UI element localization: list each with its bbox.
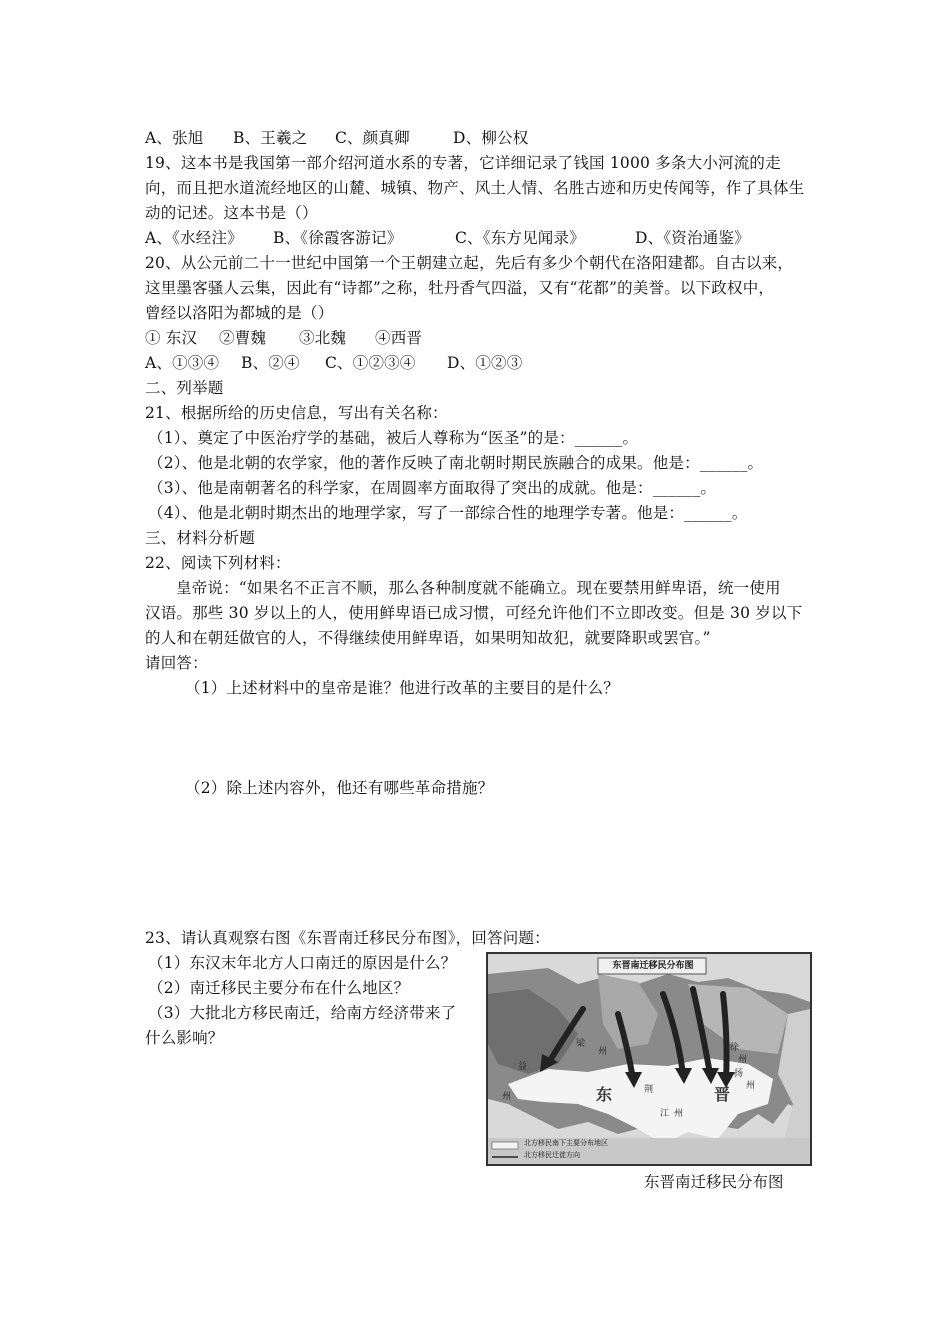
section-2-heading: 二、列举题 (145, 379, 224, 397)
q20-item-3: ③北魏 (299, 329, 347, 347)
q23-title: 23、请认真观察右图《东晋南迁移民分布图》，回答问题： (145, 929, 550, 947)
q19-line-1: 19、这本书是我国第一部介绍河道水系的专著，它详细记录了钱国 1000 多条大小河流的走 (145, 154, 781, 172)
q20-item-1: ① 东汉 (145, 329, 198, 347)
q19-option-d: D、《资治通鉴》 (635, 229, 750, 247)
q23-question-3-cont: 什么影响？ (145, 1029, 224, 1047)
q22-material-line-3: 的人和在朝廷做官的人，不得继续使用鲜卑语，如果明知故犯，就要降职或罢官。” (145, 629, 711, 647)
q23-question-3: （3）大批北方移民南迁，给南方经济带来了 (148, 1004, 457, 1022)
q20-item-4: ④西晋 (375, 329, 423, 347)
q21-item-1: （1）、奠定了中医治疗学的基础，被后人尊称为“医圣”的是：______。 (148, 429, 639, 447)
map-label-liang: 梁 (576, 1039, 586, 1049)
map-label-zhou-4: 州 (738, 1055, 748, 1065)
q21-item-2: （2）、他是北朝的农学家，他的著作反映了南北朝时期民族融合的成果。他是：______。 (148, 454, 764, 472)
map-label-zhou-2: 州 (502, 1092, 512, 1102)
map-label-zhou-5: 州 (746, 1081, 756, 1091)
map-label-yang: 扬 (734, 1069, 744, 1079)
q20-options (145, 353, 522, 373)
q23-question-1: （1）东汉末年北方人口南迁的原因是什么？ (148, 954, 457, 972)
q20-line-2: 这里墨客骚人云集，因此有“诗都”之称，牡丹香气四溢，又有“花都”的美誉。以下政权中， (145, 279, 775, 297)
q19-option-a: A、《水经注》 (145, 229, 243, 247)
map-label-dong: 东 (596, 1085, 613, 1104)
q22-title: 22、阅读下列材料： (145, 554, 291, 572)
map-label-xu: 徐 (730, 1043, 740, 1053)
q21-item-4: （4）、他是北朝时期杰出的地理学家，写了一部综合性的地理学专著。他是：______。 (148, 504, 748, 522)
q22-question-2: （2）除上述内容外，他还有哪些革命措施？ (185, 779, 494, 797)
map-label-zhou-3: 州 (674, 1109, 684, 1119)
map-label-yi: 益 (518, 1062, 528, 1072)
q18-option-d: D、柳公权 (453, 129, 529, 147)
map-caption: 东晋南迁移民分布图 (644, 1173, 784, 1191)
q22-material-line-2: 汉语。那些 30 岁以上的人，使用鲜卑语已成习惯，可经允许他们不立即改变。但是 30 岁以下 (145, 604, 803, 622)
q18-option-a: A、张旭 (145, 129, 204, 147)
q20-option-b: B、②④ (241, 354, 300, 372)
q19-options (145, 228, 750, 248)
q19-line-3: 动的记述。这本书是（） (145, 204, 318, 222)
q23-question-2: （2）南迁移民主要分布在什么地区？ (148, 979, 410, 997)
map-legend-arrow: 北方移民迁徙方向 (524, 1151, 580, 1159)
q20-item-2: ②曹魏 (219, 329, 267, 347)
q18-option-c: C、颜真卿 (335, 129, 410, 147)
section-3-heading: 三、材料分析题 (145, 529, 255, 547)
q22-question-1: （1）上述材料中的皇帝是谁？他进行改革的主要目的是什么？ (185, 679, 619, 697)
q20-line-1: 20、从公元前二十一世纪中国第一个王朝建立起，先后有多少个朝代在洛阳建都。自古以来， (145, 254, 794, 272)
map-title: 东晋南迁移民分布图 (612, 961, 694, 971)
q18-options (145, 128, 528, 148)
map-legend-area: 北方移民南下主要分布地区 (524, 1139, 608, 1147)
q20-items (145, 328, 422, 348)
q19-option-b: B、《徐霞客游记》 (273, 229, 403, 247)
map-label-jiang: 江 (660, 1109, 670, 1119)
migration-map (486, 952, 812, 1166)
q20-option-d: D、①②③ (447, 354, 523, 372)
q20-option-a: A、①③④ (145, 354, 220, 372)
q22-material-line-1: 皇帝说：“如果名不正言不顺，那么各种制度就不能确立。现在要禁用鲜卑语，统一使用 (176, 579, 781, 597)
q21-title: 21、根据所给的历史信息，写出有关名称： (145, 404, 448, 422)
map-label-jing: 荆 (644, 1085, 654, 1095)
q20-option-c: C、①②③④ (325, 354, 416, 372)
map-label-jin: 晋 (714, 1085, 731, 1104)
q22-prompt: 请回答： (145, 654, 208, 672)
q18-option-b: B、王羲之 (233, 129, 308, 147)
q19-option-c: C、《东方见闻录》 (455, 229, 585, 247)
q19-line-2: 向，而且把水道流经地区的山麓、城镇、物产、风土人情、名胜古迹和历史传闻等，作了具体生 (145, 179, 805, 197)
map-label-zhou-1: 州 (598, 1047, 608, 1057)
q21-item-3: （3）、他是南朝著名的科学家，在周圆率方面取得了突出的成就。他是：______。 (148, 479, 717, 497)
q20-line-3: 曾经以洛阳为都城的是（） (145, 304, 334, 322)
